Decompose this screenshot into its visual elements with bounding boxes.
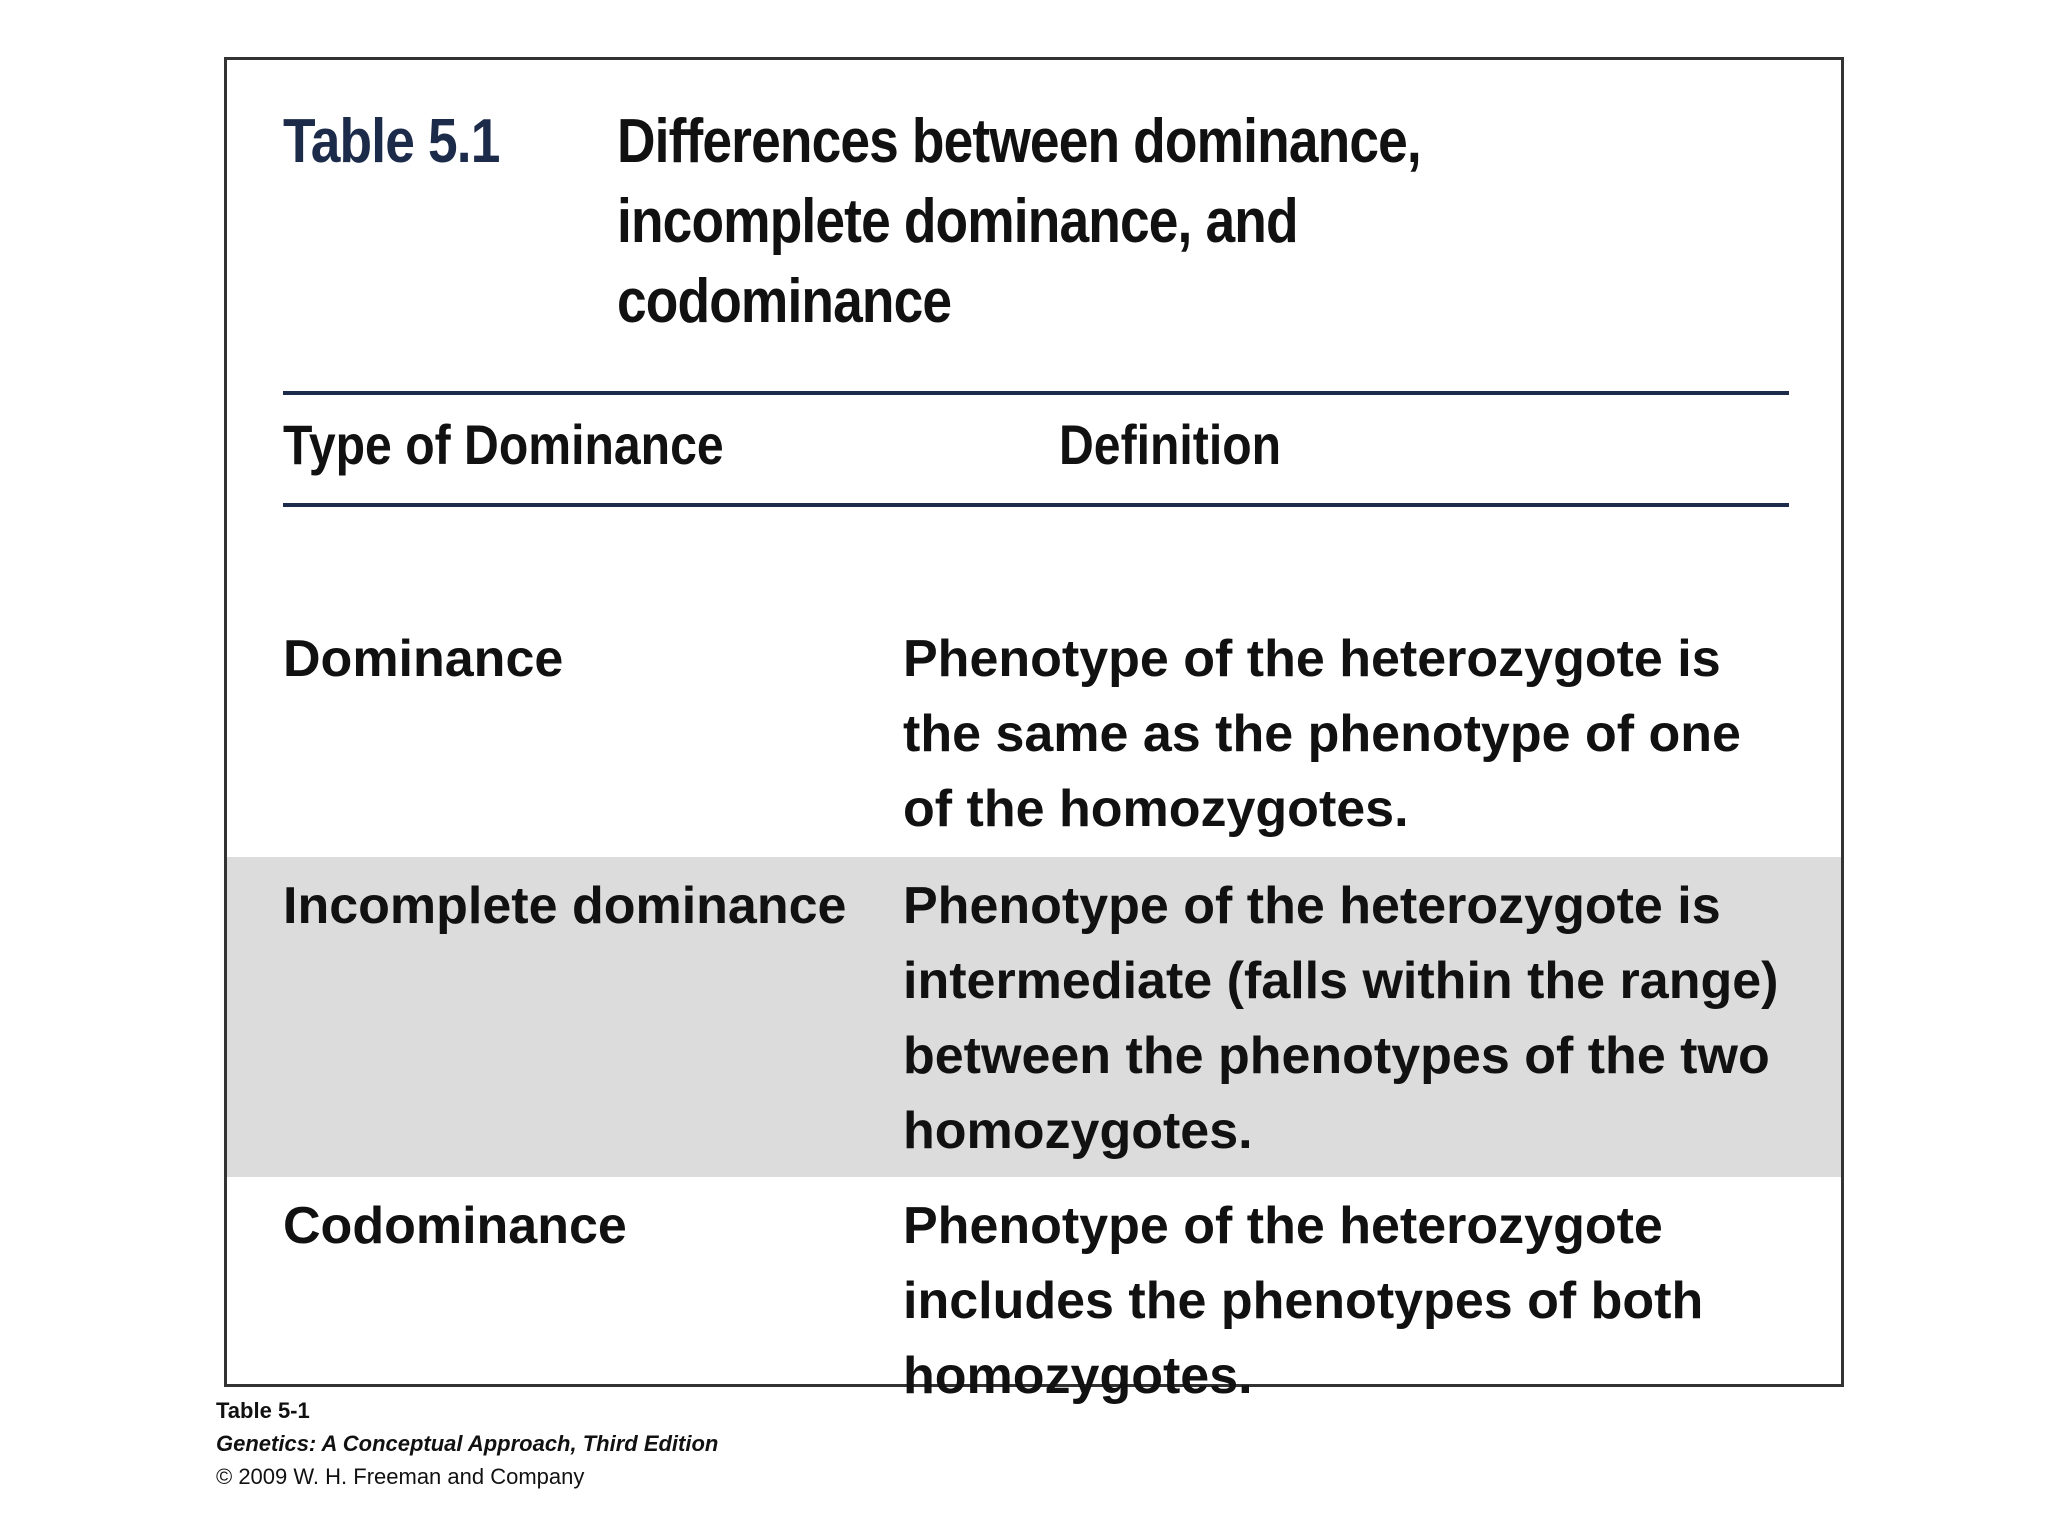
caption-book-title: Genetics: A Conceptual Approach, Third Edition bbox=[216, 1431, 719, 1456]
row-term: Incomplete dominance bbox=[283, 877, 847, 935]
table-row bbox=[227, 857, 1841, 1177]
row-term: Codominance bbox=[283, 1197, 627, 1255]
column-header-definition: Definition bbox=[1059, 413, 1282, 476]
row-definition: Phenotype of the heterozygote is the same as the phenotype of one of the homozygotes. bbox=[903, 630, 1741, 838]
table-label: Table 5.1 bbox=[283, 107, 500, 176]
table-title: Differences between dominance, incomplete dominance, and codominance bbox=[617, 107, 1421, 336]
caption-table-number: Table 5-1 bbox=[216, 1398, 310, 1423]
row-definition: Phenotype of the heterozygote is intermediate (falls within the range) between the phenotypes of the two homozygotes. bbox=[903, 877, 1779, 1160]
header-bottom-rule bbox=[283, 503, 1789, 507]
table-frame bbox=[224, 57, 1844, 1405]
table-row bbox=[227, 1177, 1841, 1405]
caption-copyright: © 2009 W. H. Freeman and Company bbox=[216, 1464, 585, 1489]
column-header-type: Type of Dominance bbox=[283, 413, 724, 476]
header-top-rule bbox=[283, 391, 1789, 395]
row-term: Dominance bbox=[283, 630, 564, 688]
row-definition: Phenotype of the heterozygote includes the phenotypes of both homozygotes. bbox=[903, 1197, 1704, 1405]
table-row bbox=[227, 610, 1841, 857]
